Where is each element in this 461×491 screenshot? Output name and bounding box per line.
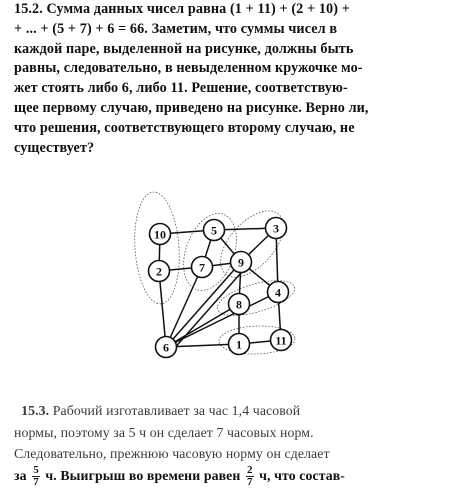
problem-line-5: жет стоять либо 6, либо 11. Решение, соответствую- (14, 80, 348, 97)
node-10 (150, 224, 171, 245)
graph-svg (130, 186, 310, 366)
problem-line-3: каждой паре, выделенной на рисунке, должны быть (14, 40, 354, 57)
node-10-label: 10 (154, 227, 166, 242)
fraction-5-7-denominator: 7 (33, 475, 39, 488)
edge-4-6 (166, 292, 278, 347)
node-2 (149, 261, 170, 282)
edge-8-6 (166, 304, 239, 347)
pair-outline-10-2 (131, 191, 183, 306)
node-5-label: 5 (211, 223, 217, 238)
node-9 (231, 252, 252, 273)
node-2-label: 2 (156, 264, 162, 279)
fraction-5-7 (32, 465, 40, 488)
node-3-label: 3 (273, 221, 279, 236)
pair-outline-3-9 (209, 200, 295, 289)
problem-line-2: + ... + (5 + 7) + 6 = 66. Заметим, что суммы чисел в (14, 20, 338, 37)
node-6 (156, 337, 177, 358)
node-4 (268, 282, 289, 303)
problem-15-3-text (14, 400, 446, 488)
graph-edges (159, 228, 281, 351)
node-7-label: 7 (199, 260, 205, 275)
fraction-2-7 (246, 465, 254, 488)
edge-7-6 (166, 267, 202, 347)
problem-line-8: существует? (14, 139, 95, 156)
problem-line-1: Сумма данных чисел равна (1 + 11) + (2 + 10) + (46, 1, 350, 17)
node-11-label: 11 (275, 333, 287, 348)
node-11 (271, 330, 292, 351)
next-problem-line-3: Следовательно, прежнюю часовую норму он сделает (14, 446, 330, 461)
problem-line-4: равны, следовательно, в невыделенном кружочке мо- (14, 60, 363, 77)
node-9-label: 9 (238, 255, 244, 270)
problem-number: 15.2. (14, 1, 43, 17)
graph-figure (130, 186, 310, 366)
node-8 (229, 294, 250, 315)
fraction-5-7-numerator: 5 (33, 463, 39, 476)
fraction-2-7-numerator: 2 (246, 463, 253, 476)
problem-15-2-text (14, 0, 446, 158)
next-problem-line-4b: ч. Выигрыш во времени равен (45, 467, 241, 483)
edge-2-6 (159, 271, 166, 347)
node-3 (266, 218, 287, 239)
node-8-label: 8 (236, 297, 242, 312)
node-1-label: 1 (236, 337, 242, 352)
next-problem-line-1: Рабочий изготавливает за час 1,4 часовой (52, 403, 301, 418)
node-7 (192, 257, 213, 278)
fraction-2-7-denominator: 7 (246, 475, 253, 488)
problem-line-6: щее первому случаю, приведено на рисунке. Верно ли, (14, 99, 369, 116)
node-6-label: 6 (163, 340, 169, 355)
node-5 (204, 220, 225, 241)
next-problem-number: 15.3. (21, 403, 50, 418)
next-problem-line-2: нормы, поэтому за 5 ч он сделает 7 часовых норм. (14, 424, 314, 440)
node-4-label: 4 (275, 285, 281, 300)
node-1 (229, 334, 250, 355)
problem-line-7: что решения, соответствующего второму случаю, не (14, 119, 355, 136)
next-problem-line-4c: ч, что состав- (259, 467, 345, 483)
next-problem-line-4a: за (14, 467, 27, 483)
